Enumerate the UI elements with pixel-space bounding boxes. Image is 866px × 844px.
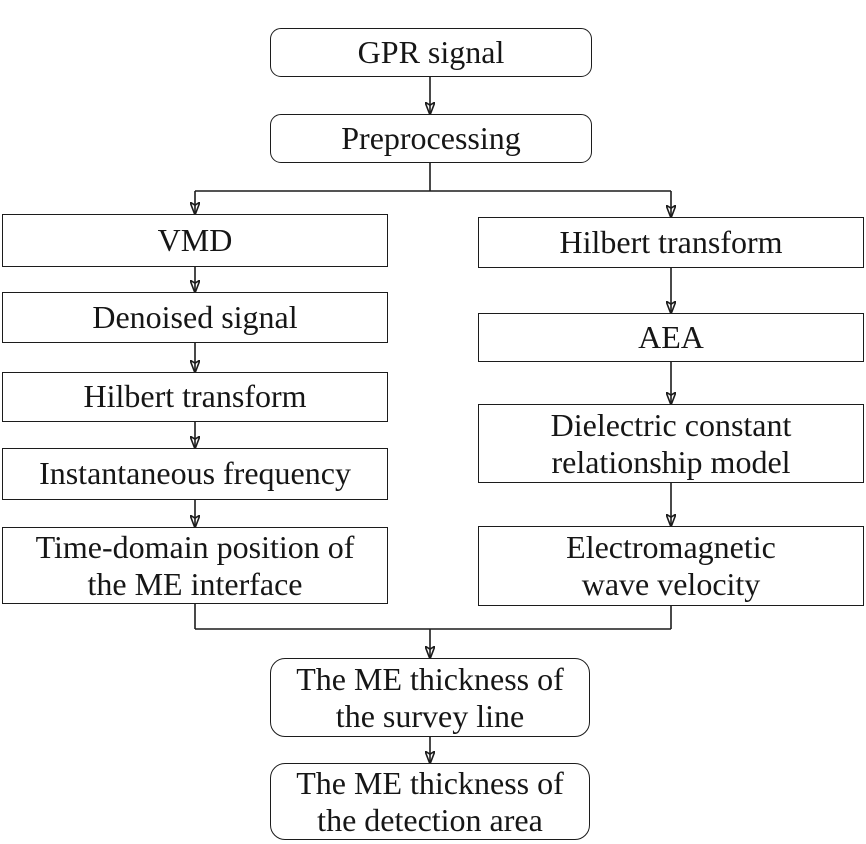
- node-me-thickness-detection-area-line2: the detection area: [317, 801, 543, 838]
- node-hilbert-transform-left-label: Hilbert transform: [83, 378, 307, 415]
- node-me-thickness-survey-line-line1: The ME thickness of: [296, 660, 564, 697]
- node-instantaneous-frequency-label: Instantaneous frequency: [39, 455, 351, 492]
- node-me-thickness-survey-line: [270, 658, 590, 737]
- node-electromagnetic-wave-velocity: [478, 526, 864, 606]
- node-me-thickness-survey-line-line2: the survey line: [335, 697, 525, 734]
- node-electromagnetic-wave-velocity-line1: Electromagnetic: [566, 529, 776, 565]
- node-dielectric-constant-model-line1: Dielectric constant: [550, 406, 792, 443]
- node-electromagnetic-wave-velocity-line2: wave velocity: [581, 566, 761, 602]
- node-vmd-label: VMD: [157, 221, 233, 258]
- node-hilbert-transform-left: [2, 372, 388, 422]
- node-time-domain-position-line1: Time-domain position of: [35, 528, 355, 565]
- node-preprocessing-label: Preprocessing: [341, 119, 521, 156]
- node-hilbert-transform-right-label: Hilbert transform: [559, 223, 783, 260]
- node-dielectric-constant-model-line2: relationship model: [551, 443, 791, 480]
- node-vmd: [2, 214, 388, 267]
- node-me-thickness-detection-area: [270, 763, 590, 840]
- node-gpr-signal-label: GPR signal: [357, 33, 505, 70]
- node-time-domain-position-line2: the ME interface: [87, 565, 303, 602]
- node-gpr-signal: [270, 28, 592, 77]
- node-hilbert-transform-right: [478, 217, 864, 268]
- node-denoised-signal: [2, 292, 388, 343]
- node-time-domain-position: [2, 527, 388, 604]
- node-aea: [478, 313, 864, 362]
- node-preprocessing: [270, 114, 592, 163]
- node-denoised-signal-label: Denoised signal: [92, 298, 298, 335]
- node-instantaneous-frequency: [2, 448, 388, 500]
- node-dielectric-constant-model: [478, 404, 864, 483]
- node-aea-label: AEA: [638, 318, 704, 355]
- node-me-thickness-detection-area-line1: The ME thickness of: [296, 764, 564, 801]
